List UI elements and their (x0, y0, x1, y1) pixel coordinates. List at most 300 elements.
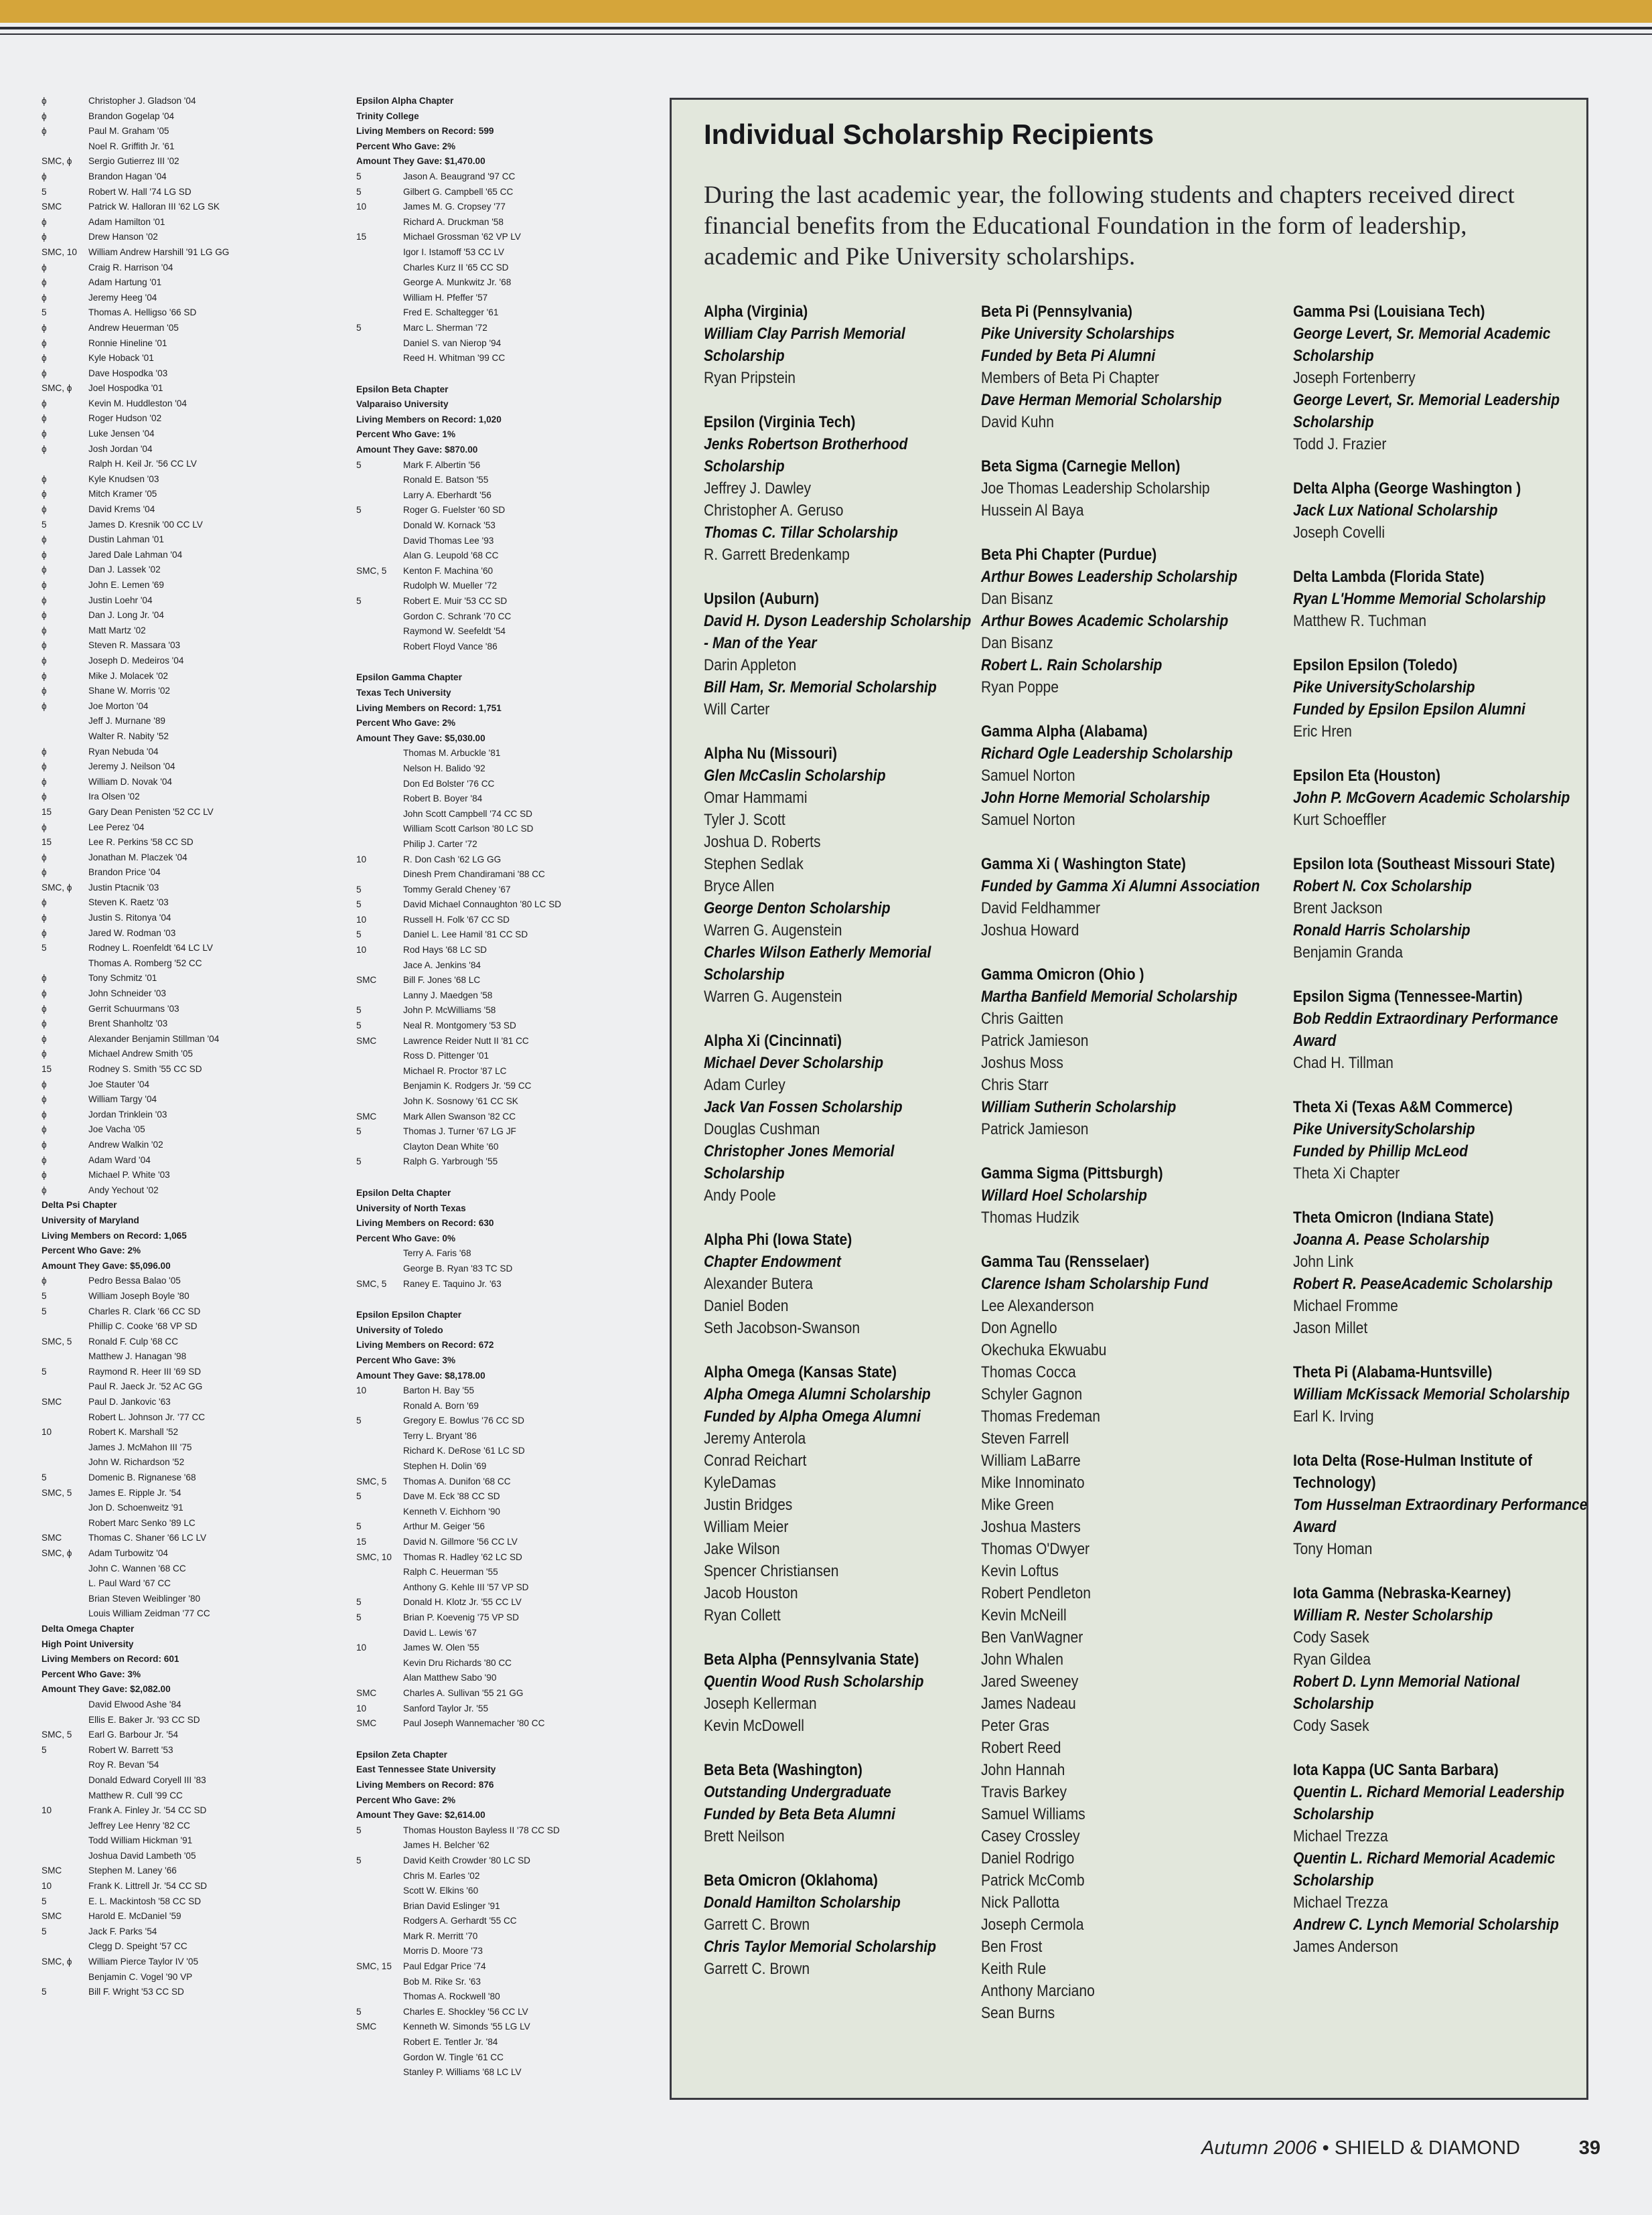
chapter-name: Alpha Xi (Cincinnati) (704, 1032, 842, 1050)
donor-marker: SMC, 10 (42, 246, 77, 257)
donor-marker: SMC, 5 (42, 1336, 72, 1347)
donor-name: Joe Stauter '04 (88, 1079, 150, 1089)
donor-name: John P. McWilliams '58 (403, 1005, 496, 1016)
donor-row (42, 1531, 336, 1546)
donor-row (42, 684, 336, 699)
donor-row (42, 1470, 336, 1486)
donor-name: Reed H. Whitman '99 CC (403, 353, 506, 364)
donor-name: Pedro Bessa Balao '05 (88, 1276, 181, 1286)
donor-name: Joe Morton '04 (88, 700, 149, 711)
donor-name: Gary Dean Penisten '52 CC LV (88, 806, 214, 817)
donor-name: James D. Kresnik '00 CC LV (88, 519, 203, 530)
donor-row (356, 1140, 651, 1155)
donor-marker: ϕ (42, 580, 47, 590)
scholarship-name: David H. Dyson Leadership Scholarship (704, 612, 972, 630)
chapter-stat-line: Percent Who Gave: 2% (356, 1794, 456, 1805)
donor-name: Stanley P. Williams '68 LC LV (403, 2067, 522, 2078)
chapter-name: Epsilon Epsilon (Toledo) (1293, 656, 1458, 674)
recipient-name: Hussein Al Baya (981, 502, 1084, 520)
scholarship-name: Bill Ham, Sr. Memorial Scholarship (704, 678, 937, 696)
chapter-block (1293, 986, 1588, 1074)
donor-marker: 5 (42, 1472, 47, 1483)
chapter-name: Beta Alpha (Pennsylvania State) (704, 1651, 919, 1669)
scholarship-name: Funded by Beta Pi Alumni (981, 347, 1156, 365)
donor-name: Arthur M. Geiger '56 (403, 1521, 485, 1532)
donor-row (42, 230, 336, 245)
chapter-stat-line: Valparaiso University (356, 399, 449, 410)
chapter-stat-line: Epsilon Delta Chapter (356, 1187, 451, 1198)
chapter-name: Theta Xi (Texas A&M Commerce) (1293, 1098, 1513, 1116)
donor-row (42, 139, 336, 155)
donor-marker: SMC (356, 1111, 377, 1122)
donor-marker: ϕ (42, 368, 47, 378)
donor-name: Ronald E. Batson '55 (403, 475, 489, 485)
donor-row (42, 321, 336, 336)
donor-name: Dan J. Long Jr. '04 (88, 610, 164, 621)
donor-name: Kyle Hoback '01 (88, 353, 154, 364)
donor-name: Drew Hanson '02 (88, 232, 158, 242)
scholarship-name: Scholarship (704, 457, 785, 475)
donor-name: Sergio Gutierrez III '02 (88, 156, 179, 167)
donor-marker: ϕ (42, 489, 47, 500)
scholarship-name: Award (1293, 1032, 1337, 1050)
donor-name: Robert B. Boyer '84 (403, 793, 483, 804)
chapter-stat-line: Living Members on Record: 876 (356, 1779, 494, 1790)
donor-row (356, 1399, 651, 1414)
donor-row (356, 215, 651, 230)
donor-row (356, 1094, 651, 1110)
donor-name: Richard A. Druckman '58 (403, 216, 504, 227)
donor-row (42, 759, 336, 775)
donor-row (42, 895, 336, 911)
donor-row (42, 1138, 336, 1153)
donor-marker: ϕ (42, 126, 47, 137)
donor-row (356, 579, 651, 594)
scholarship-name: Chris Taylor Memorial Scholarship (704, 1938, 936, 1956)
recipient-name: David Kuhn (981, 413, 1054, 431)
chapter-stat-line: Living Members on Record: 672 (356, 1340, 494, 1351)
donor-name: Michael P. White '03 (88, 1170, 170, 1180)
recipient-name: Stephen Sedlak (704, 855, 804, 873)
chapter-block (981, 964, 1282, 1140)
donor-name: Steven K. Raetz '03 (88, 897, 169, 908)
recipient-name: Kevin Loftus (981, 1562, 1059, 1580)
donor-name: Roger Hudson '02 (88, 413, 162, 424)
donor-row (356, 230, 651, 245)
donor-name: Charles Kurz II '65 CC SD (403, 262, 509, 273)
donor-name: Scott W. Elkins '60 (403, 1886, 479, 1896)
scholarship-name: William Clay Parrish Memorial (704, 325, 905, 343)
recipients-column-1 (704, 301, 978, 2002)
donor-marker: 5 (42, 1306, 47, 1316)
donor-name: Joshua David Lambeth '05 (88, 1850, 196, 1861)
donor-row (42, 1108, 336, 1123)
donor-row (42, 1334, 336, 1350)
chapter-block (1293, 301, 1588, 455)
donor-name: Jason A. Beaugrand '97 CC (403, 171, 516, 181)
donor-marker: ϕ (42, 429, 47, 439)
donor-marker: 5 (356, 1491, 362, 1502)
donor-name: Stephen M. Laney '66 (88, 1865, 177, 1876)
scholarship-name: Bob Reddin Extraordinary Performance (1293, 1010, 1558, 1028)
donor-name: Mark F. Albertin '56 (403, 459, 481, 470)
donor-marker: SMC (42, 1533, 62, 1543)
chapter-block (1293, 566, 1588, 632)
donor-marker: ϕ (42, 96, 47, 106)
scholarship-name: Richard Ogle Leadership Scholarship (981, 745, 1233, 763)
donor-name: Paul M. Graham '05 (88, 126, 169, 137)
donor-marker: SMC, 5 (356, 565, 387, 576)
chapter-name: Theta Pi (Alabama-Huntsville) (1293, 1363, 1493, 1381)
donor-marker: ϕ (42, 337, 47, 348)
donor-marker: SMC, 5 (356, 1476, 387, 1486)
donor-name: William Targy '04 (88, 1094, 157, 1105)
donor-marker: ϕ (42, 927, 47, 938)
chapter-stat-line: Amount They Gave: $8,178.00 (356, 1370, 485, 1381)
donor-marker: ϕ (42, 322, 47, 333)
scholarship-name: Chapter Endowment (704, 1253, 841, 1271)
donor-name: David L. Lewis '67 (403, 1627, 477, 1638)
recipient-name: Joshua Masters (981, 1518, 1081, 1536)
donor-marker: 15 (42, 1064, 52, 1074)
donor-name: Thomas J. Turner '67 LG JF (403, 1126, 516, 1137)
scholarship-name: Funded by Epsilon Epsilon Alumni (1293, 700, 1525, 718)
donor-row (356, 822, 651, 837)
donor-marker: 5 (42, 519, 47, 530)
donor-name: Mark R. Merritt '70 (403, 1930, 478, 1941)
scholarship-name: Scholarship (1293, 1805, 1374, 1823)
donor-row (42, 1758, 336, 1773)
donor-name: Tony Schmitz '01 (88, 973, 157, 984)
recipient-name: Joseph Cermola (981, 1916, 1084, 1934)
donor-name: Harold E. McDaniel '59 (88, 1911, 181, 1922)
donor-name: Raney E. Taquino Jr. '63 (403, 1278, 502, 1289)
donor-row (356, 1519, 651, 1535)
donor-row (42, 502, 336, 518)
chapter-stat-line: University of North Texas (356, 1203, 466, 1213)
donor-marker: SMC (356, 2021, 377, 2032)
recipient-name: KyleDamas (704, 1474, 776, 1492)
recipient-name: Samuel Norton (981, 811, 1075, 829)
donor-name: Robert E. Tentler Jr. '84 (403, 2037, 498, 2048)
chapter-stat-line: Epsilon Zeta Chapter (356, 1749, 447, 1760)
recipient-name: Ryan Collett (704, 1606, 781, 1624)
donor-name: Bill F. Wright '53 CC SD (88, 1987, 184, 1997)
donor-name: Benjamin C. Vogel '90 VP (88, 1971, 193, 1982)
donor-row (42, 411, 336, 427)
chapter-stat-line: Epsilon Beta Chapter (356, 384, 449, 394)
donor-name: Thomas C. Shaner '66 LC LV (88, 1533, 207, 1543)
donor-row (42, 1924, 336, 1940)
donor-marker: 10 (42, 1427, 52, 1438)
donor-row (42, 1955, 336, 1970)
recipient-name: Steven Farrell (981, 1430, 1069, 1448)
donor-row (42, 1168, 336, 1183)
donor-row (356, 1277, 651, 1292)
donor-row (356, 321, 651, 336)
recipient-name: Brett Neilson (704, 1827, 785, 1845)
donor-row (356, 1929, 651, 1944)
donor-name: Dave Hospodka '03 (88, 368, 168, 378)
chapter-block (1293, 765, 1588, 831)
donor-name: Craig R. Harrison '04 (88, 262, 173, 273)
donor-row (356, 639, 651, 655)
donor-row (42, 669, 336, 684)
donor-marker: 10 (356, 1385, 367, 1396)
chapter-stat-line: Percent Who Gave: 2% (356, 718, 456, 729)
donor-row (356, 988, 651, 1004)
donor-marker: ϕ (42, 353, 47, 364)
donor-marker: ϕ (42, 443, 47, 454)
scholarship-name: John P. McGovern Academic Scholarship (1293, 789, 1570, 807)
scholarship-name: Willard Hoel Scholarship (981, 1187, 1148, 1205)
donor-row (42, 472, 336, 487)
donor-marker: 15 (42, 806, 52, 817)
donor-marker: 5 (356, 899, 362, 910)
scholarship-name: John Horne Memorial Scholarship (981, 789, 1210, 807)
chapter-name: Beta Phi Chapter (Purdue) (981, 546, 1157, 564)
chapter-name: Beta Omicron (Oklahoma) (704, 1872, 878, 1890)
donor-name: John Scott Campbell '74 CC SD (403, 808, 532, 819)
donor-marker: 15 (356, 1537, 367, 1547)
donor-marker: ϕ (42, 292, 47, 303)
recipient-name: Nick Pallotta (981, 1894, 1060, 1912)
donor-marker: 10 (356, 1643, 367, 1653)
donor-marker: ϕ (42, 988, 47, 999)
issue-date: Autumn 2006 (1201, 2137, 1317, 2159)
donor-marker: 10 (356, 202, 367, 212)
chapter-block (704, 1030, 978, 1207)
donor-row (42, 1743, 336, 1758)
donor-name: Joseph D. Medeiros '04 (88, 655, 184, 666)
recipient-name: Eric Hren (1293, 722, 1352, 741)
donor-row (42, 109, 336, 125)
donor-name: Rodgers A. Gerhardt '55 CC (403, 1916, 517, 1926)
donor-name: Mark Allen Swanson '82 CC (403, 1111, 516, 1122)
recipient-name: James Nadeau (981, 1695, 1076, 1713)
donor-row (42, 1819, 336, 1834)
donor-name: Thomas A. Rockwell '80 (403, 1991, 500, 2002)
donor-marker: 5 (356, 1612, 362, 1622)
donor-row (356, 458, 651, 473)
donor-name: Justin Ptacnik '03 (88, 882, 159, 893)
recipient-name: Mike Green (981, 1496, 1054, 1514)
donor-name: Paul R. Jaeck Jr. '52 AC GG (88, 1381, 203, 1392)
donor-marker: SMC, ϕ (42, 1548, 72, 1558)
donor-row (42, 200, 336, 215)
donor-row (42, 1909, 336, 1924)
donor-name: Philip J. Carter '72 (403, 838, 477, 849)
recipient-name: Joshus Moss (981, 1054, 1063, 1072)
donor-row (42, 154, 336, 169)
donor-marker: 5 (42, 1926, 47, 1936)
donor-row (356, 1716, 651, 1732)
donor-name: Louis William Zeidman '77 CC (88, 1608, 210, 1619)
chapter-name: Iota Gamma (Nebraska-Kearney) (1293, 1584, 1511, 1602)
donor-name: Paul Edgar Price '74 (403, 1961, 486, 1972)
donor-name: Clayton Dean White '60 (403, 1141, 499, 1152)
donor-marker: SMC, 5 (42, 1730, 72, 1740)
donor-name: Thomas M. Arbuckle '81 (403, 748, 501, 759)
donor-row (356, 200, 651, 215)
donor-row (42, 532, 336, 548)
recipient-name: Jeffrey J. Dawley (704, 479, 812, 498)
donor-name: William H. Pfeffer '57 (403, 292, 488, 303)
donor-name: Nelson H. Balido '92 (403, 763, 485, 773)
donor-row (42, 1440, 336, 1456)
recipient-name: Members of Beta Pi Chapter (981, 369, 1159, 387)
donor-name: Ralph H. Keil Jr. '56 CC LV (88, 459, 197, 469)
donor-name: John C. Wannen '68 CC (88, 1563, 186, 1574)
donor-marker: SMC, ϕ (42, 383, 72, 394)
donor-row (356, 1823, 651, 1839)
donor-row (42, 623, 336, 639)
donor-row (42, 1863, 336, 1879)
donor-name: Justin S. Ritonya '04 (88, 913, 171, 923)
donor-row (42, 608, 336, 623)
donor-row (42, 1349, 336, 1365)
chapter-block (704, 1759, 978, 1847)
donor-marker: ϕ (42, 700, 47, 711)
chapter-name: Delta Lambda (Florida State) (1293, 568, 1485, 586)
donor-row (356, 1459, 651, 1474)
donor-name: Donald Edward Coryell III '83 (88, 1774, 206, 1785)
donor-marker: ϕ (42, 1139, 47, 1150)
donor-marker: 10 (356, 914, 367, 925)
chapter-block (981, 301, 1282, 433)
donor-row (356, 609, 651, 625)
donor-name: Brandon Hagan '04 (88, 171, 167, 181)
chapter-stat-line: Trinity College (356, 110, 419, 121)
donor-row (42, 1395, 336, 1410)
chapter-stat-line: Texas Tech University (356, 687, 451, 698)
scholarship-name: Pike UniversityScholarship (1293, 1120, 1475, 1138)
donor-name: Kenneth W. Simonds '55 LG LV (403, 2021, 530, 2032)
scholarship-name: Pike UniversityScholarship (1293, 678, 1475, 696)
donor-marker: ϕ (42, 1170, 47, 1180)
donor-name: Dave M. Eck '88 CC SD (403, 1491, 500, 1502)
donor-name: William Andrew Harshill '91 LG GG (88, 246, 230, 257)
chapter-stat-line: Percent Who Gave: 1% (356, 429, 456, 440)
donor-row (356, 1989, 651, 2005)
recipient-name: Schyler Gagnon (981, 1385, 1083, 1403)
scholarship-recipients-box (670, 98, 1588, 2100)
donor-name: R. Don Cash '62 LG GG (403, 854, 502, 864)
donor-row (356, 260, 651, 276)
donor-marker: ϕ (42, 277, 47, 288)
donor-row (42, 1365, 336, 1380)
donor-name: L. Paul Ward '67 CC (88, 1578, 171, 1589)
recipient-name: Thomas O'Dwyer (981, 1540, 1090, 1558)
donor-marker: ϕ (42, 625, 47, 635)
donor-marker: ϕ (42, 686, 47, 696)
scholarship-name: Scholarship (1293, 413, 1374, 431)
recipient-name: Sean Burns (981, 2004, 1055, 2022)
donor-row (42, 427, 336, 442)
donor-name: Noel R. Griffith Jr. '61 (88, 141, 175, 151)
donor-marker: 10 (356, 945, 367, 956)
chapter-stat-line: Epsilon Alpha Chapter (356, 96, 454, 106)
donor-name: Rodney S. Smith '55 CC SD (88, 1064, 202, 1074)
donor-marker: SMC (356, 975, 377, 986)
scholarship-name: William R. Nester Scholarship (1293, 1606, 1493, 1624)
donor-name: David N. Gillmore '56 CC LV (403, 1537, 518, 1547)
donor-marker: ϕ (42, 761, 47, 772)
donor-marker: SMC, ϕ (42, 156, 72, 167)
donor-row (42, 518, 336, 533)
donor-marker: ϕ (42, 640, 47, 651)
donor-row (356, 746, 651, 761)
donor-row (42, 1062, 336, 1077)
donor-name: Matthew R. Cull '99 CC (88, 1790, 183, 1801)
donor-name: William D. Novak '04 (88, 776, 172, 787)
donor-row (356, 1474, 651, 1490)
donor-row (42, 654, 336, 669)
donor-row (42, 94, 336, 109)
donor-row (42, 971, 336, 986)
donor-row (42, 956, 336, 972)
donor-name: Chris M. Earles '02 (403, 1870, 480, 1881)
donor-row (42, 1486, 336, 1501)
donor-row (42, 941, 336, 956)
recipient-name: Jared Sweeney (981, 1673, 1079, 1691)
donor-name: Andy Yechout '02 (88, 1185, 159, 1195)
donor-name: Brandon Price '04 (88, 867, 161, 878)
donor-name: James J. McMahon III '75 (88, 1442, 192, 1452)
donor-name: Robert W. Barrett '53 (88, 1744, 173, 1755)
donor-name: Josh Jordan '04 (88, 443, 153, 454)
donor-name: Neal R. Montgomery '53 SD (403, 1020, 516, 1031)
recipient-name: Tyler J. Scott (704, 811, 785, 829)
donor-row (42, 1606, 336, 1622)
recipient-name: R. Garrett Bredenkamp (704, 546, 850, 564)
donor-row (42, 1546, 336, 1561)
donor-row (42, 169, 336, 185)
chapter-name: Alpha Nu (Missouri) (704, 745, 837, 763)
donor-row (356, 2035, 651, 2050)
donor-name: Russell H. Folk '67 CC SD (403, 914, 510, 925)
donor-name: Steven R. Massara '03 (88, 640, 181, 651)
donor-name: Joel Hospodka '01 (88, 383, 163, 394)
section-spacer (356, 366, 651, 382)
donor-row (356, 275, 651, 291)
recipient-name: Thomas Cocca (981, 1363, 1076, 1381)
donor-name: Paul Joseph Wannemacher '80 CC (403, 1718, 545, 1729)
box-title: Individual Scholarship Recipients (704, 119, 1154, 150)
scholarship-name: Scholarship (704, 347, 785, 365)
donor-row (42, 1410, 336, 1426)
donor-row (356, 169, 651, 185)
donor-name: Frank K. Littrell Jr. '54 CC SD (88, 1881, 208, 1892)
donor-name: Charles R. Clark '66 CC SD (88, 1306, 201, 1316)
recipient-name: Andy Poole (704, 1187, 776, 1205)
donor-name: Rudolph W. Mueller '72 (403, 581, 498, 591)
recipient-name: Chad H. Tillman (1293, 1054, 1394, 1072)
donor-marker: 5 (356, 1020, 362, 1031)
donor-row (42, 487, 336, 502)
recipient-name: Theta Xi Chapter (1293, 1164, 1400, 1182)
scholarship-name: William McKissack Memorial Scholarship (1293, 1385, 1570, 1403)
donor-name: David Michael Connaughton '80 LC SD (403, 899, 562, 910)
donor-row (42, 986, 336, 1002)
donor-marker: ϕ (42, 504, 47, 515)
recipient-name: Garrett C. Brown (704, 1960, 810, 1978)
donor-row (42, 850, 336, 866)
recipient-name: John Whalen (981, 1651, 1063, 1669)
donor-row (42, 1319, 336, 1334)
donor-marker: ϕ (42, 1003, 47, 1014)
donor-row (356, 291, 651, 306)
